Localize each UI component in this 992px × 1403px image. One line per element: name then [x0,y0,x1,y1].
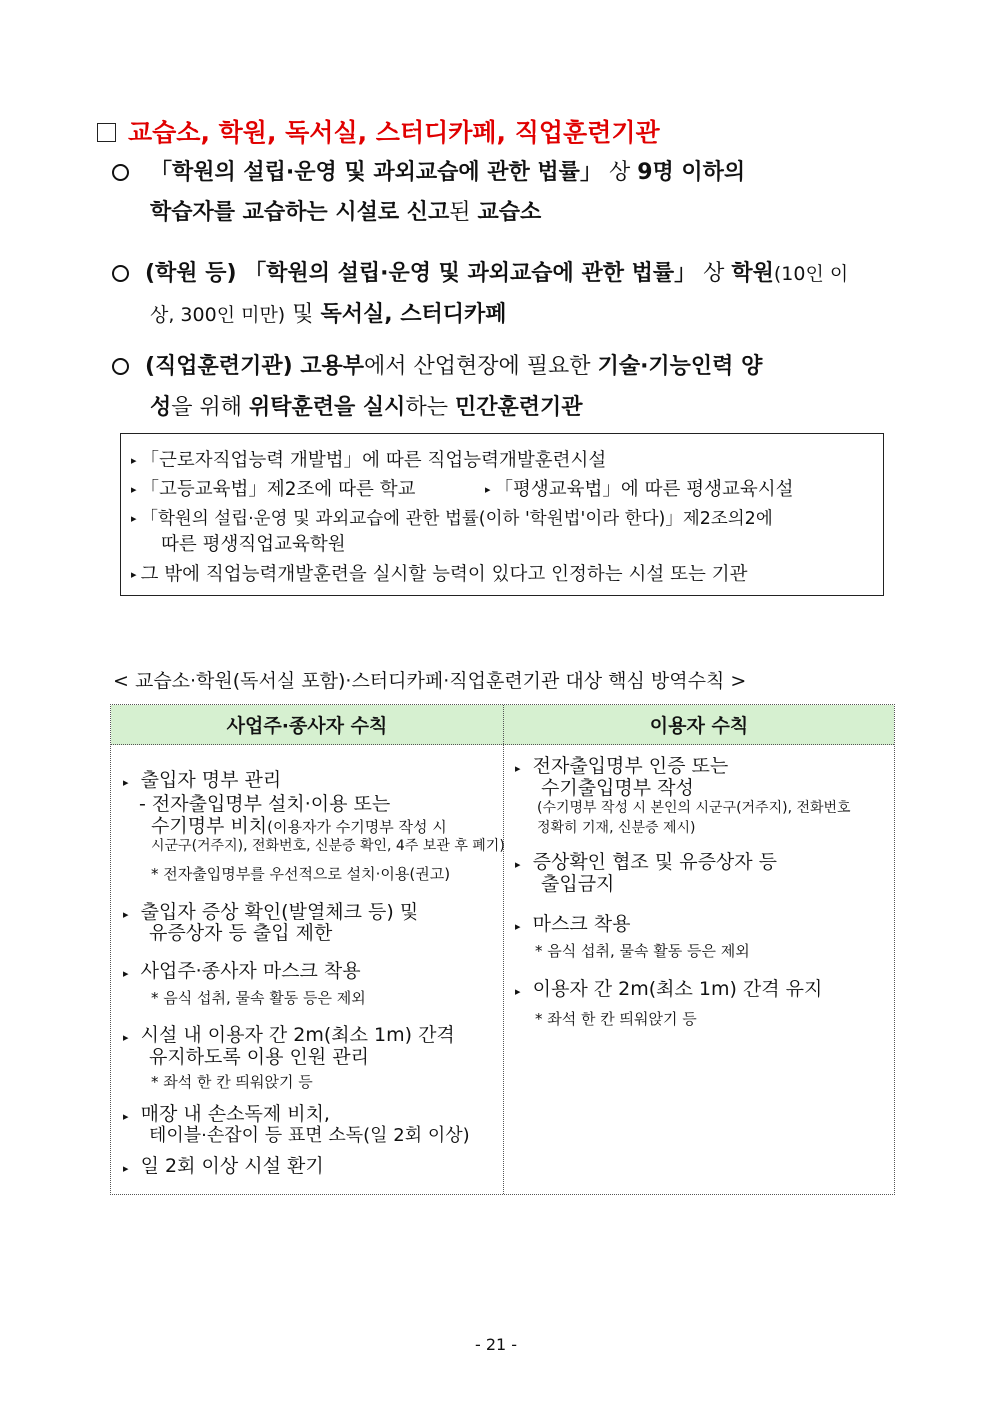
employer-rule-4: ▸ 시설 내 이용자 간 2m(최소 1m) 간격 [123,1024,455,1046]
item-1-line-1: 「학원의 설립·운영 및 과외교습에 관한 법률」 상 9명 이하의 [150,160,746,185]
employer-rule-4-detail: 유지하도록 이용 인원 관리 [149,1046,370,1068]
triangle-bullet-icon: ▸ [131,454,137,467]
reference-line: ▸ 「평생교육법」에 따른 평생교육시설 [485,479,794,500]
employer-rule-3-note: * 음식 섭취, 물속 활동 등은 제외 [151,989,366,1007]
user-rule-1-detail: 정확히 기재, 신분증 제시) [537,820,696,836]
employer-rule-2-detail: 유증상자 등 출입 제한 [149,922,333,944]
employer-rule-6: ▸ 일 2회 이상 시설 환기 [123,1155,324,1177]
user-rule-1-detail: (수기명부 작성 시 본인의 시군구(거주지), 전화번호 [537,800,851,816]
employer-rule-3: ▸ 사업주·종사자 마스크 착용 [123,960,361,982]
reference-box [120,433,884,596]
checkbox-square-icon [97,123,116,142]
employer-rule-1: ▸ 출입자 명부 관리 [123,769,282,791]
employer-rule-5: ▸ 매장 내 손소독제 비치, [123,1103,330,1125]
employer-rule-2: ▸ 출입자 증상 확인(발열체크 등) 및 [123,901,419,923]
user-rule-3-note: * 음식 섭취, 물속 활동 등은 제외 [535,942,750,960]
rules-table [110,704,895,1195]
triangle-bullet-icon: ▸ [131,512,137,525]
user-rule-1: ▸ 전자출입명부 인증 또는 [515,755,729,777]
page-number: - 21 - [474,1335,518,1354]
column-divider [503,705,504,1194]
employer-rule-4-note: * 좌석 한 칸 띄워앉기 등 [151,1073,313,1091]
user-rule-4: ▸ 이용자 간 2m(최소 1m) 간격 유지 [515,978,823,1000]
triangle-bullet-icon: ▸ [485,483,491,496]
employer-rule-1-detail: - 전자출입명부 설치·이용 또는 [139,793,391,815]
employer-rule-1-detail: 시군구(거주지), 전화번호, 신분증 확인, 4주 보관 후 폐기) [151,838,505,854]
employer-rule-1-detail: 수기명부 비치(이용자가 수기명부 작성 시 [151,815,447,837]
reference-line: ▸ 「학원의 설립·운영 및 과외교습에 관한 법률(이하 '학원법'이라 한다)」제2조의2에 [131,509,773,529]
header-user-rules: 이용자 수칙 [649,715,749,737]
section-title: 교습소, 학원, 독서실, 스터디카페, 직업훈련기관 [97,113,660,149]
triangle-bullet-icon: ▸ [131,483,137,496]
employer-rule-1-note: * 전자출입명부를 우선적으로 설치·이용(권고) [151,865,451,883]
reference-line: 따른 평생직업교육학원 [161,534,346,555]
user-rule-1-detail: 수기출입명부 작성 [541,777,694,799]
user-rule-2: ▸ 증상확인 협조 및 유증상자 등 [515,851,778,873]
item-2-line-1: (학원 등) 「학원의 설립·운영 및 과외교습에 관한 법률」 상 학원(10인 이 [145,261,849,286]
triangle-bullet-icon: ▸ [123,1110,129,1123]
triangle-bullet-icon: ▸ [123,1031,129,1044]
triangle-bullet-icon: ▸ [123,1162,129,1175]
item-1-line-2: 학습자를 교습하는 시설로 신고된 교습소 [150,200,542,225]
circle-bullet-icon [112,358,129,375]
employer-rule-5-detail: 테이블·손잡이 등 표면 소독(일 2회 이상) [149,1125,470,1146]
item-3-line-2: 성을 위해 위탁훈련을 실시하는 민간훈련기관 [150,395,583,420]
user-rule-4-note: * 좌석 한 칸 띄워앉기 등 [535,1010,697,1028]
triangle-bullet-icon: ▸ [515,920,521,933]
item-2-line-2: 상, 300인 미만) 및 독서실, 스터디카페 [150,302,507,327]
item-3-line-1: (직업훈련기관) 고용부에서 산업현장에 필요한 기술·기능인력 양 [145,354,763,379]
circle-bullet-icon [112,164,129,181]
triangle-bullet-icon: ▸ [123,908,129,921]
user-rule-3: ▸ 마스크 착용 [515,913,631,935]
triangle-bullet-icon: ▸ [515,985,521,998]
triangle-bullet-icon: ▸ [123,776,129,789]
circle-bullet-icon [112,265,129,282]
triangle-bullet-icon: ▸ [515,762,521,775]
reference-line: ▸ 「고등교육법」제2조에 따른 학교 [131,479,416,500]
triangle-bullet-icon: ▸ [123,967,129,980]
user-rule-2-detail: 출입금지 [541,873,615,895]
reference-line: ▸ 그 밖에 직업능력개발훈련을 실시할 능력이 있다고 인정하는 시설 또는 기관 [131,564,748,585]
triangle-bullet-icon: ▸ [131,568,137,581]
header-employer-rules: 사업주·종사자 수칙 [226,715,388,737]
table-caption: < 교습소·학원(독서실 포함)·스터디카페·직업훈련기관 대상 핵심 방역수칙 > [113,670,747,692]
triangle-bullet-icon: ▸ [515,858,521,871]
reference-line: ▸ 「근로자직업능력 개발법」에 따른 직업능력개발훈련시설 [131,450,607,471]
